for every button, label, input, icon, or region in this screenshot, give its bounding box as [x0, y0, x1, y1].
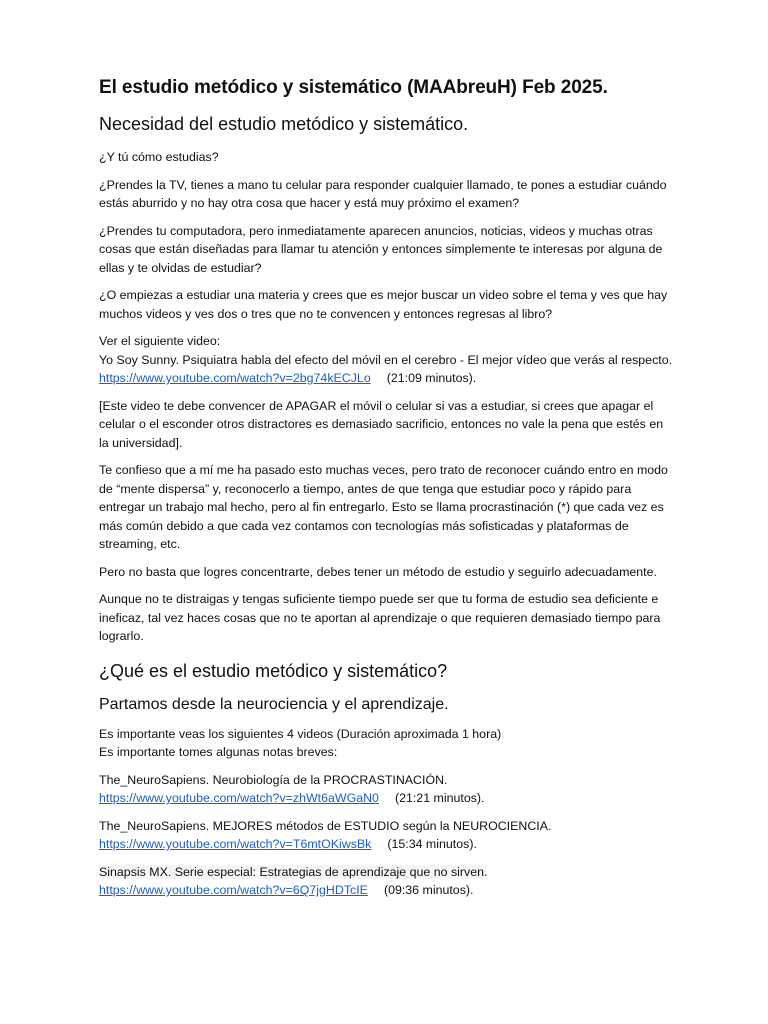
video-item-description: Sinapsis MX. Serie especial: Estrategias de aprendizaje que no sirven. [99, 864, 488, 879]
video-block-sunny [99, 332, 674, 388]
paragraph-question: ¿Y tú cómo estudias? [99, 150, 219, 165]
paragraph-apagar: [Este video te debe convencer de APAGAR el móvil o celular si vas a estudiar, si crees que apagar el celular o el esconder otros distractores es demasiado sacrificio, entonces no vale la pena que estés en la universidad]. [99, 398, 664, 450]
video-item-duration: (09:36 minutos). [383, 883, 474, 898]
video-item [99, 817, 674, 854]
video-description: Yo Soy Sunny. Psiquiatra habla del efecto del móvil en el cerebro - El mejor vídeo que verás al respecto. [99, 352, 673, 367]
video-item [99, 771, 674, 808]
paragraph-tv: ¿Prendes la TV, tienes a mano tu celular para responder cualquier llamado, te pones a estudiar cuándo estás aburrido y no hay otra cosa que hacer y está muy próximo el examen? [99, 177, 667, 211]
video-item-link[interactable]: https://www.youtube.com/watch?v=T6mtOKiwsBk [99, 837, 372, 852]
document-title: El estudio metódico y sistemático (MAAbreuH) Feb 2025. [99, 77, 608, 98]
video-duration: (21:09 minutos). [386, 371, 477, 386]
video-link-sunny[interactable]: https://www.youtube.com/watch?v=2bg74kECJLo [99, 371, 371, 386]
paragraph-materia: ¿O empiezas a estudiar una materia y crees que es mejor buscar un video sobre el tema y ves que hay muchos videos y ves dos o tres que no te convencen y entonces regresas al libro? [99, 288, 668, 321]
paragraph-videos-intro [99, 725, 674, 762]
document-body [99, 76, 674, 909]
video-item-duration: (15:34 minutos). [387, 837, 477, 852]
video-intro: Ver el siguiente video: [99, 334, 221, 349]
video-item [99, 863, 674, 900]
video-item-link[interactable]: https://www.youtube.com/watch?v=6Q7jgHDTcIE [99, 883, 368, 898]
video-item-description: The_NeuroSapiens. MEJORES métodos de ESTUDIO según la NEUROCIENCIA. [99, 818, 552, 833]
section-subheading-neurociencia: Partamos desde la neurociencia y el aprendizaje. [99, 695, 449, 713]
video-item-duration: (21:21 minutos). [394, 791, 485, 806]
section-heading-necesidad: Necesidad del estudio metódico y sistemático. [99, 113, 469, 134]
paragraph-confieso: Te confieso que a mí me ha pasado esto muchas veces, pero trato de reconocer cuándo entro en modo de “mente dispersa” y, reconocerlo a tiempo, antes de que tenga que estudiar poco y rápido para entregar un trabajo mal hecho, pero al fin entregarlo. Esto se llama procrastinación (*) que cada vez es más común debido a que cada vez contamos con tecnologías más sofisticadas y plataformas de streaming, etc. [99, 463, 668, 552]
paragraph-ineficaz: Aunque no te distraigas y tengas suficiente tiempo puede ser que tu forma de estudio sea deficiente e ineficaz, tal vez haces cosas que no te aportan al aprendizaje o que requieren demasiado tiempo para lograrlo. [99, 592, 661, 644]
video-item-link[interactable]: https://www.youtube.com/watch?v=zhWt6aWGaN0 [99, 791, 379, 806]
video-item-description: The_NeuroSapiens. Neurobiología de la PROCRASTINACIÓN. [99, 772, 448, 787]
videos-intro-line1: Es importante veas los siguientes 4 videos (Duración aproximada 1 hora) [99, 726, 502, 741]
paragraph-computadora: ¿Prendes tu computadora, pero inmediatamente aparecen anuncios, noticias, videos y muchas otras cosas que están diseñadas para llamar tu atención y entonces simplemente te interesas por alguna de ellas y te olvidas de estudiar? [99, 223, 663, 275]
paragraph-metodo: Pero no basta que logres concentrarte, debes tener un método de estudio y seguirlo adecuadamente. [99, 564, 657, 579]
section-heading-que-es: ¿Qué es el estudio metódico y sistemático? [99, 660, 448, 681]
videos-intro-line2: Es importante tomes algunas notas breves: [99, 745, 338, 760]
